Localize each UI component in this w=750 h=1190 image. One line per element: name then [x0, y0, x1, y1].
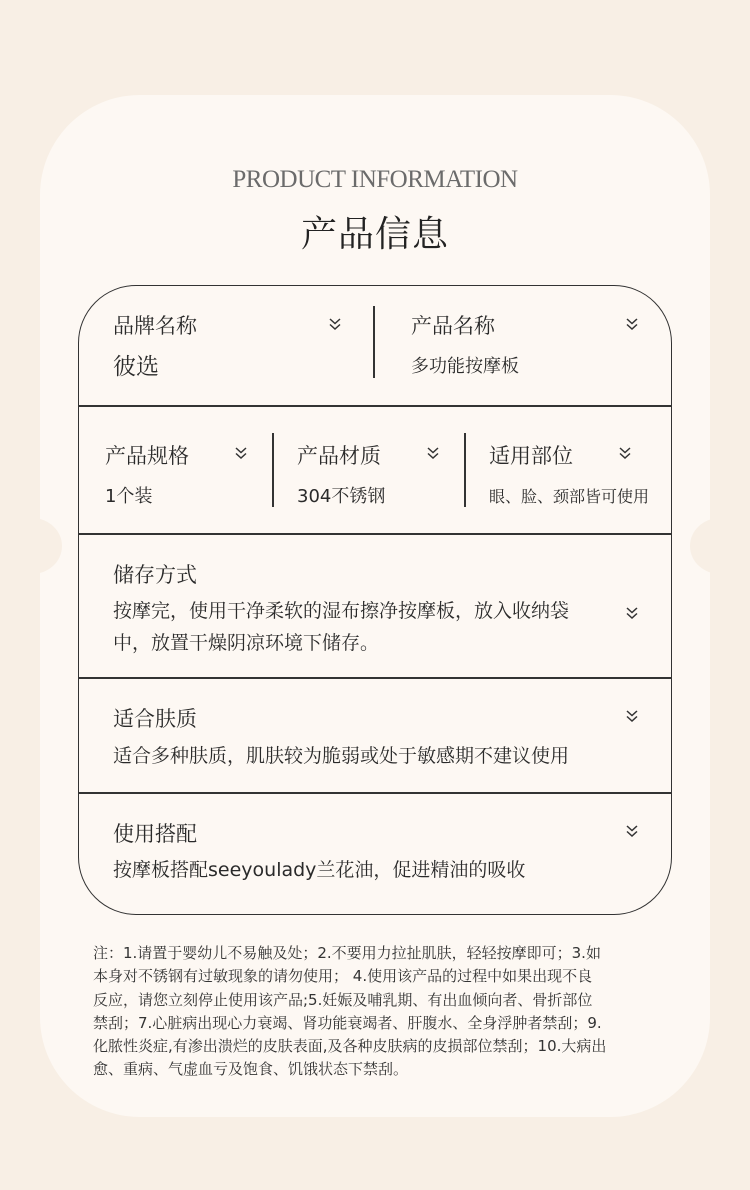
- note-line: 本身对不锈钢有过敏现象的请勿使用； 4.使用该产品的过程中如果出现不良: [93, 967, 593, 986]
- storage-text-line2: 中，放置干燥阴凉环境下储存。: [113, 632, 380, 654]
- note-line: 化脓性炎症,有渗出溃烂的皮肤表面,及各种皮肤病的皮损部位禁刮；10.大病出: [93, 1037, 607, 1056]
- brand-name-label: 品牌名称: [113, 314, 197, 338]
- skin-type-text: 适合多种肤质，肌肤较为脆弱或处于敏感期不建议使用: [113, 745, 570, 767]
- material-value: 304不锈钢: [297, 486, 386, 507]
- chevron-double-down-icon[interactable]: [426, 446, 440, 460]
- application-area-value: 眼、脸、颈部皆可使用: [489, 487, 650, 506]
- storage-text-line1: 按摩完，使用干净柔软的湿布擦净按摩板，放入收纳袋: [113, 600, 570, 622]
- card-notch-right: [690, 518, 750, 574]
- spec-label: 产品规格: [105, 444, 189, 468]
- brand-name-value: 彼选: [113, 354, 159, 380]
- chevron-double-down-icon[interactable]: [625, 317, 639, 331]
- note-line: 禁刮；7.心脏病出现心力衰竭、肾功能衰竭者、肝腹水、全身浮肿者禁刮；9.: [93, 1013, 602, 1032]
- chevron-double-down-icon[interactable]: [328, 317, 342, 331]
- column-divider: [373, 306, 375, 378]
- note-line: 愈、重病、气虚血亏及饱食、饥饿状态下禁刮。: [93, 1060, 409, 1079]
- chevron-double-down-icon[interactable]: [625, 824, 639, 838]
- pairing-label: 使用搭配: [113, 822, 197, 846]
- spec-value: 1个装: [105, 486, 153, 507]
- row-divider: [79, 792, 671, 794]
- product-name-value: 多功能按摩板: [411, 356, 519, 377]
- material-label: 产品材质: [297, 444, 381, 468]
- pairing-text: 按摩板搭配seeyoulady兰花油，促进精油的吸收: [113, 859, 526, 881]
- row-divider: [79, 405, 671, 407]
- chevron-double-down-icon[interactable]: [625, 709, 639, 723]
- page-title: 产品信息: [300, 214, 449, 255]
- english-title: PRODUCT INFORMATION: [232, 166, 518, 193]
- row-divider: [79, 533, 671, 535]
- note-line: 注：1.请置于婴幼儿不易触及处；2.不要用力拉扯肌肤，轻轻按摩即可；3.如: [93, 944, 601, 962]
- row-divider: [79, 677, 671, 679]
- chevron-double-down-icon[interactable]: [234, 446, 248, 460]
- product-info-table: [78, 285, 672, 915]
- column-divider: [464, 433, 466, 507]
- skin-type-label: 适合肤质: [113, 707, 197, 731]
- card-notch-left: [2, 518, 62, 574]
- storage-label: 储存方式: [113, 563, 197, 587]
- product-name-label: 产品名称: [411, 314, 495, 338]
- chevron-double-down-icon[interactable]: [625, 606, 639, 620]
- column-divider: [272, 433, 274, 507]
- note-line: 反应，请您立刻停止使用该产品;5.妊娠及哺乳期、有出血倾向者、骨折部位: [93, 990, 593, 1009]
- application-area-label: 适用部位: [489, 444, 573, 468]
- chevron-double-down-icon[interactable]: [618, 446, 632, 460]
- usage-notes: [93, 942, 673, 1082]
